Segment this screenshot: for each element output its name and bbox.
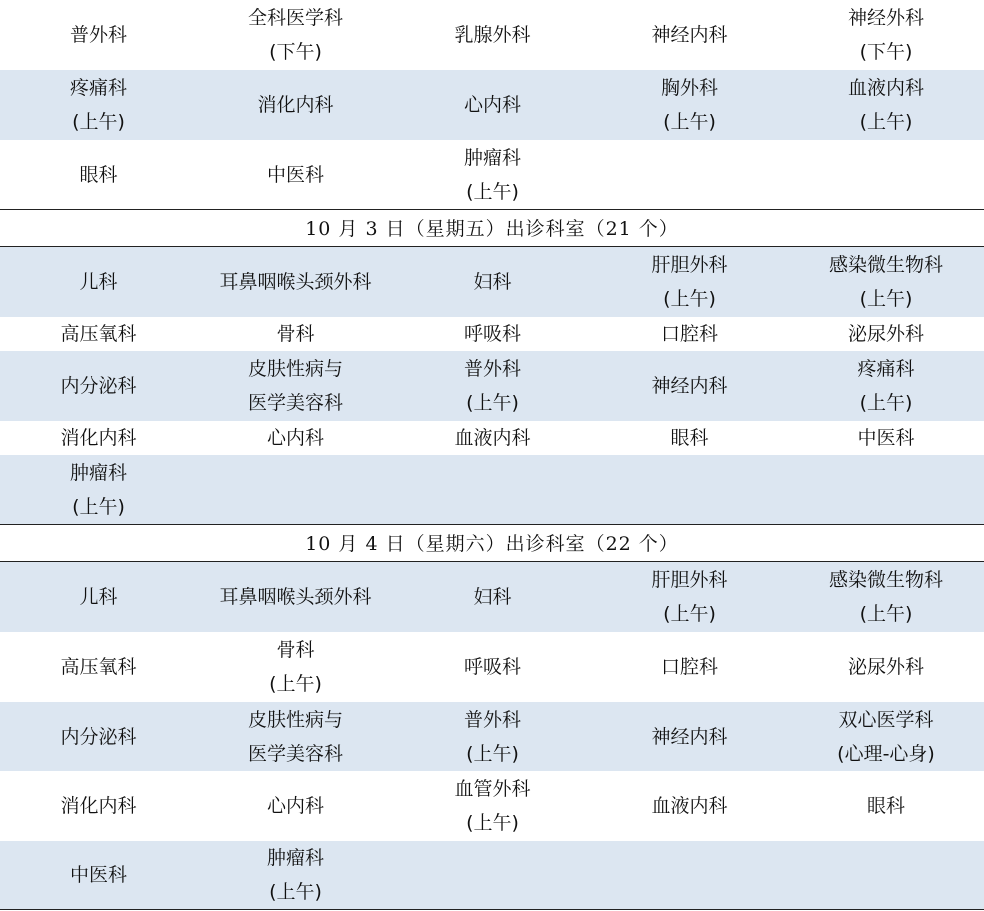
department-name: 胸外科 [660,77,718,99]
department-name: 中医科 [69,864,127,886]
department-name: 高压氧科 [60,656,137,678]
department-name: 肿瘤科 [463,146,521,169]
table-cell [0,70,197,140]
department-note: (下午) [859,41,913,63]
table-cell [788,140,984,209]
table-cell [788,317,984,351]
department-name: 儿科 [79,585,118,608]
table-rule [0,524,984,525]
department-name: 肝胆外科 [651,568,728,591]
department-note: 医学美容科 [247,392,343,414]
department-name: 疼痛科 [69,77,127,99]
table-cell [394,0,591,70]
table-cell [788,771,984,841]
department-note: (上午) [466,812,519,834]
table-cell [591,771,788,841]
department-name: 泌尿外科 [847,656,924,678]
table-cell [788,246,984,317]
department-name: 耳鼻咽喉头颈外科 [219,585,372,608]
table-cell [788,351,984,421]
table-cell [197,561,394,632]
department-note: (上午) [466,742,519,765]
department-name: 神经外科 [847,7,924,29]
department-name: 肿瘤科 [69,461,127,484]
table-cell [788,841,984,909]
table-cell [788,632,984,702]
department-name: 血液内科 [454,427,531,449]
department-name: 儿科 [79,270,118,293]
department-note: (上午) [72,111,125,133]
table-cell [197,702,394,771]
table-row [0,351,984,421]
table-cell [197,771,394,841]
table-cell [197,0,394,70]
department-name: 内分泌科 [60,725,137,748]
table-row [0,317,984,351]
department-name: 双心医学科 [838,708,934,731]
table-cell [0,561,197,632]
table-cell [591,702,788,771]
table-cell [394,455,591,524]
department-note: (上午) [72,495,125,518]
table-cell [591,421,788,455]
table-cell [591,246,788,317]
table-cell [788,70,984,140]
table-cell [197,455,394,524]
department-name: 神经内科 [651,375,728,397]
table-cell [591,351,788,421]
table-row [0,0,984,70]
table-cell [0,317,197,351]
table-rule [0,909,984,910]
department-name: 感染微生物科 [828,568,943,591]
department-name: 疼痛科 [857,358,915,380]
table-cell [197,317,394,351]
table-cell [197,70,394,140]
table-cell [788,561,984,632]
department-note: (心理-心身) [837,742,935,765]
table-cell [0,455,197,524]
department-name: 心内科 [266,795,324,817]
table-cell [394,317,591,351]
table-cell [0,841,197,909]
department-note: (上午) [859,111,913,133]
table-cell [591,561,788,632]
department-name: 中医科 [266,163,324,186]
department-note: 医学美容科 [247,742,343,765]
department-name: 肝胆外科 [651,253,728,276]
table-cell [394,70,591,140]
department-name: 神经内科 [651,725,728,748]
table-cell [788,421,984,455]
table-cell [591,0,788,70]
department-name: 眼科 [79,163,118,186]
table-cell [197,140,394,209]
department-name: 呼吸科 [463,323,521,345]
department-note: (上午) [466,180,519,203]
table-cell [394,841,591,909]
table-cell [197,841,394,909]
table-cell [394,632,591,702]
table-row [0,455,984,524]
table-cell [591,70,788,140]
department-note: (上午) [663,287,716,310]
table-cell [197,632,394,702]
table-row [0,841,984,909]
table-rule [0,246,984,247]
table-row [0,771,984,841]
table-cell [394,702,591,771]
department-name: 全科医学科 [247,7,343,29]
table-row [0,70,984,140]
department-name: 皮肤性病与 [247,708,343,731]
table-cell [197,351,394,421]
table-cell [591,455,788,524]
department-name: 血液内科 [847,77,924,99]
table-cell [394,771,591,841]
table-row [0,561,984,632]
table-cell [788,702,984,771]
table-cell [788,455,984,524]
department-note: (上午) [663,111,716,133]
department-name: 中医科 [857,427,915,449]
section-title: 10 月 3 日（星期五）出诊科室（21 个） [305,218,679,240]
department-note: (上午) [859,602,913,625]
department-note: (下午) [269,41,322,63]
department-name: 内分泌科 [60,375,137,397]
table-cell [197,421,394,455]
department-name: 骨科 [276,323,315,345]
table-cell [0,0,197,70]
department-name: 乳腺外科 [454,24,531,46]
table-cell [591,632,788,702]
department-name: 血管外科 [454,778,531,800]
table-cell [0,421,197,455]
department-name: 眼科 [866,795,905,817]
department-name: 泌尿外科 [847,323,924,345]
department-note: (上午) [466,392,519,414]
department-note: (上午) [859,392,913,414]
table-cell [394,561,591,632]
section-title: 10 月 4 日（星期六）出诊科室（22 个） [305,533,679,555]
table-cell [0,632,197,702]
table-row [0,421,984,455]
department-name: 口腔科 [660,323,718,345]
department-name: 骨科 [276,639,315,661]
department-name: 感染微生物科 [828,253,943,276]
department-name: 消化内科 [60,427,137,449]
department-note: (上午) [269,673,322,695]
department-name: 皮肤性病与 [247,358,343,380]
table-rule [0,209,984,210]
table-cell [591,140,788,209]
table-cell [0,140,197,209]
table-cell [0,351,197,421]
table-rule [0,561,984,562]
department-name: 心内科 [463,94,521,116]
table-cell [591,317,788,351]
department-note: (上午) [663,602,716,625]
table-cell [0,702,197,771]
table-cell [394,351,591,421]
department-name: 高压氧科 [60,323,137,345]
table-row [0,246,984,317]
department-name: 普外科 [463,708,521,731]
table-cell [0,246,197,317]
department-name: 妇科 [473,585,512,608]
table-cell [394,421,591,455]
table-cell [0,771,197,841]
table-cell [394,246,591,317]
department-name: 普外科 [463,358,521,380]
table-row [0,140,984,209]
department-name: 呼吸科 [463,656,521,678]
department-name: 眼科 [670,427,709,449]
department-name: 消化内科 [257,94,334,116]
table-cell [788,0,984,70]
table-cell [591,841,788,909]
department-name: 口腔科 [660,656,718,678]
table-cell [394,140,591,209]
table-row [0,632,984,702]
department-name: 肿瘤科 [266,847,324,869]
department-name: 血液内科 [651,795,728,817]
department-note: (上午) [859,287,913,310]
department-name: 心内科 [266,427,324,449]
department-name: 消化内科 [60,795,137,817]
table-cell [197,246,394,317]
department-note: (上午) [269,881,322,903]
department-name: 普外科 [69,24,127,46]
department-name: 妇科 [473,270,512,293]
department-name: 耳鼻咽喉头颈外科 [219,270,372,293]
department-name: 神经内科 [651,24,728,46]
table-row [0,702,984,771]
